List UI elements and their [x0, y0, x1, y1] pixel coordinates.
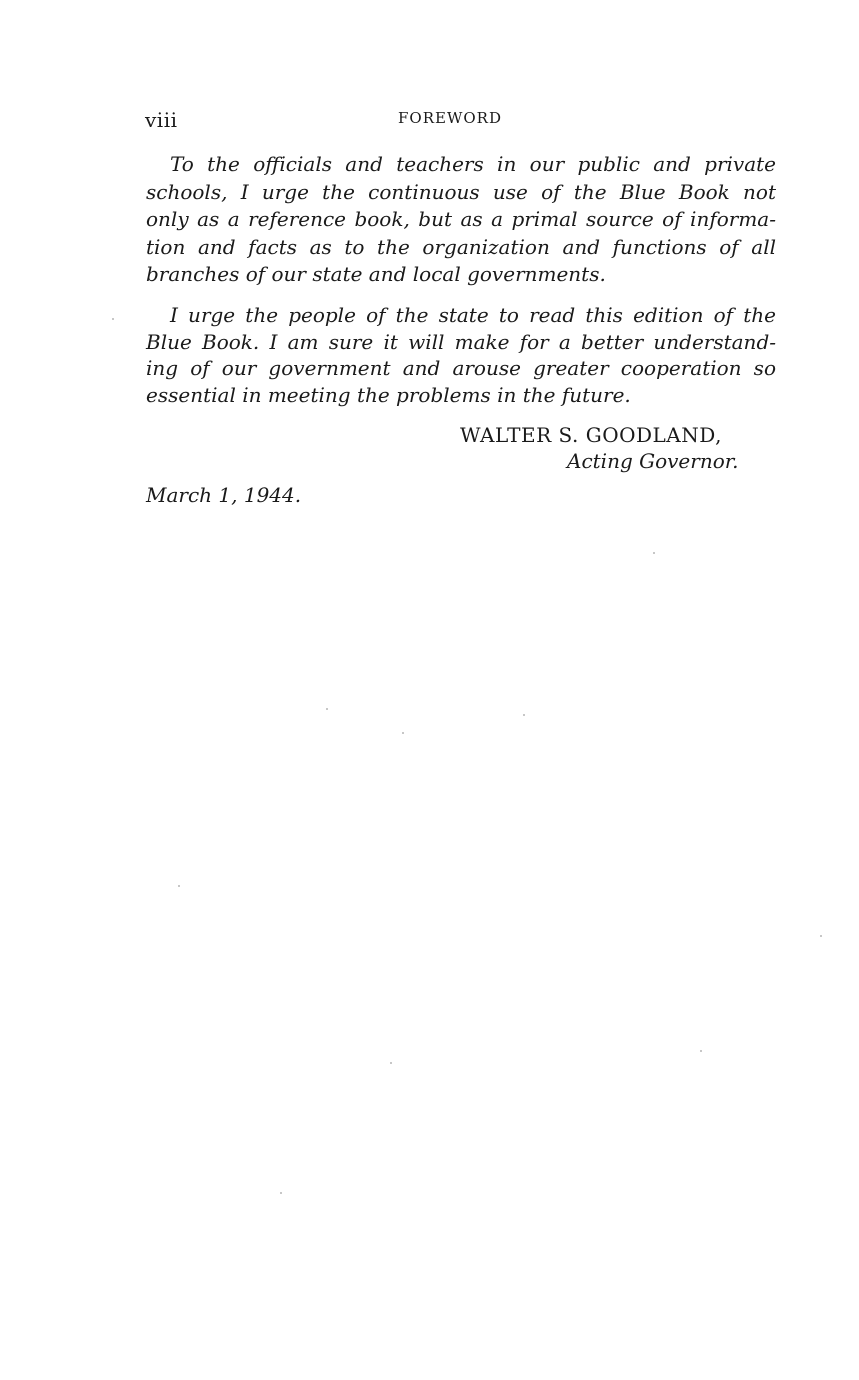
paragraph-line: Blue Book. I am sure it will make for a better understand-: [146, 330, 776, 354]
date-line: March 1, 1944.: [146, 483, 302, 507]
scan-speck: [280, 1192, 282, 1194]
paragraph-line: tion and facts as to the organization and functions of all: [146, 235, 776, 259]
scan-speck: [402, 732, 404, 734]
scan-speck: [112, 318, 114, 320]
scan-speck: [820, 935, 822, 937]
paragraph-line: branches of our state and local governments.: [146, 262, 606, 286]
signature-name-text: WALTER S. GOODLAND,: [460, 423, 722, 447]
scan-speck: [178, 885, 180, 887]
scan-speck: [390, 1062, 392, 1064]
paragraph-line: ing of our government and arouse greater cooperation so: [146, 356, 776, 380]
paragraph-line: I urge the people of the state to read this edition of the: [170, 303, 776, 327]
scan-speck: [523, 714, 525, 716]
running-head: FOREWORD: [398, 109, 502, 127]
scan-speck: [653, 552, 655, 554]
signature-name: [460, 422, 722, 448]
paragraph-line: schools, I urge the continuous use of the Blue Book not: [146, 180, 776, 204]
paragraph-line: To the officials and teachers in our public and private: [170, 152, 776, 176]
scan-speck: [326, 708, 328, 710]
paragraph-line: essential in meeting the problems in the future.: [146, 383, 631, 407]
page-number: viii: [145, 108, 178, 132]
scan-speck: [700, 1050, 702, 1052]
signature-title: Acting Governor.: [567, 449, 739, 473]
paragraph-line: only as a reference book, but as a primal source of informa-: [146, 207, 776, 231]
